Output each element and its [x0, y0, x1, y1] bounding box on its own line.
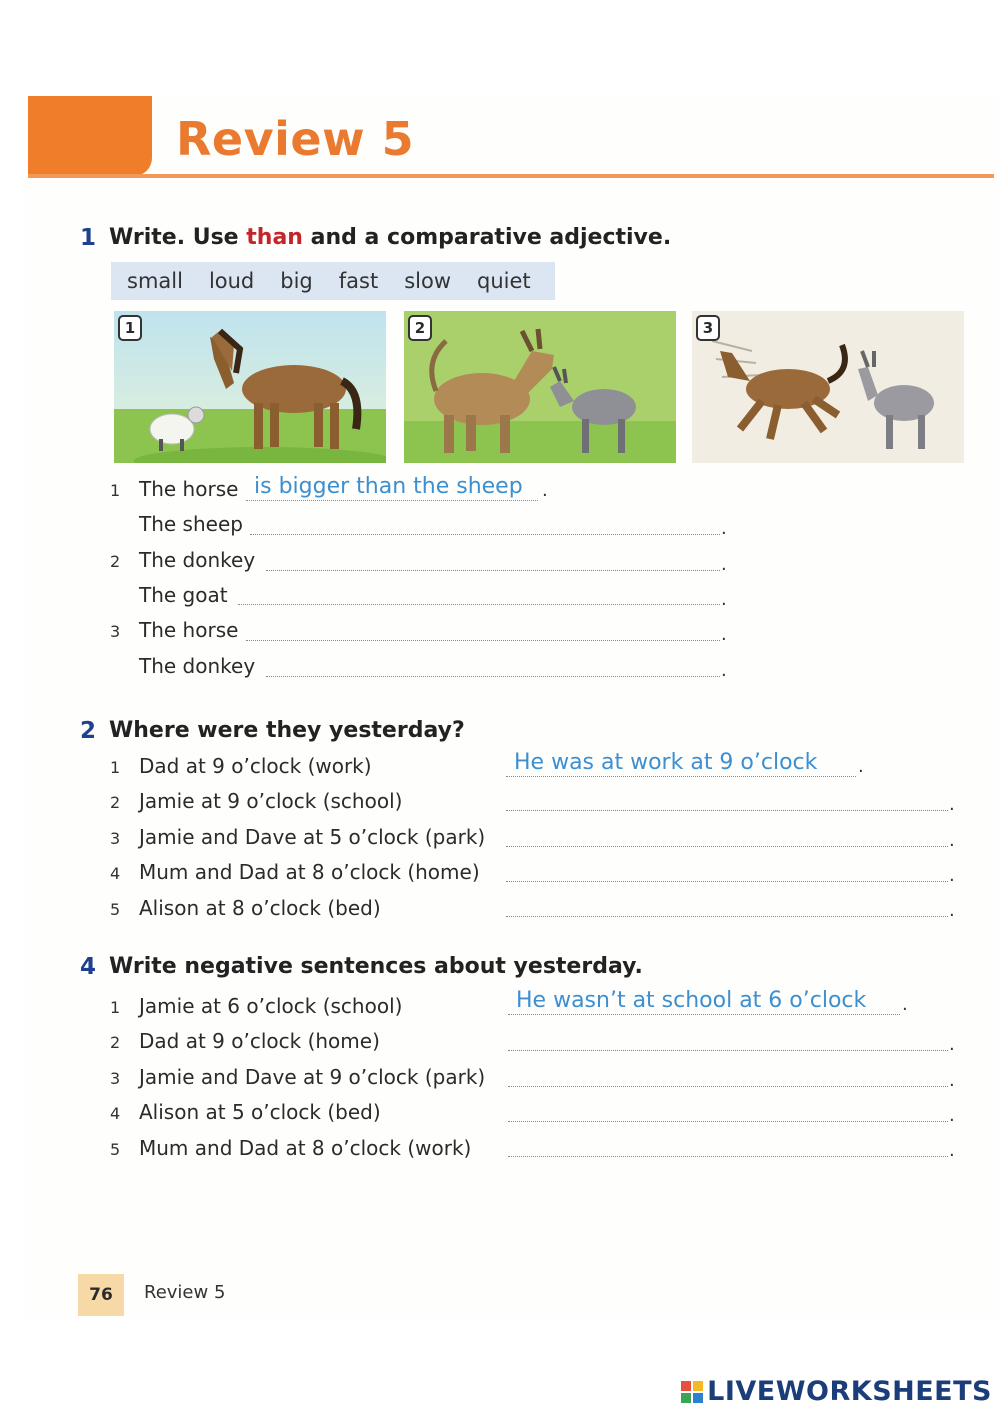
item-number: 4: [110, 864, 121, 883]
item-prompt: Mum and Dad at 8 o’clock (work): [139, 1136, 472, 1160]
item-prompt: Jamie and Dave at 5 o’clock (park): [139, 825, 486, 849]
period: .: [721, 554, 727, 575]
instruction-pre: Write. Use: [109, 225, 239, 250]
word-bank-item: slow: [404, 269, 452, 293]
word-bank-item: small: [127, 269, 183, 293]
picture-number: 2: [408, 315, 432, 341]
answer-line[interactable]: [506, 776, 856, 777]
item-number: 2: [110, 552, 121, 571]
answer-text[interactable]: He was at work at 9 o’clock: [514, 750, 818, 775]
answer-line[interactable]: [508, 1050, 948, 1051]
answer-line[interactable]: [508, 1156, 948, 1157]
answer-line[interactable]: [506, 846, 948, 847]
item-number: 2: [110, 1033, 121, 1052]
answer-line[interactable]: [508, 1014, 900, 1015]
word-bank-item: big: [280, 269, 313, 293]
item-number: 2: [110, 793, 121, 812]
word-bank-item: loud: [208, 269, 255, 293]
item-prompt: Alison at 8 o’clock (bed): [139, 896, 381, 920]
answer-line[interactable]: [238, 604, 720, 605]
answer-line[interactable]: [266, 676, 720, 677]
answer-text[interactable]: He wasn’t at school at 6 o’clock: [516, 988, 867, 1013]
item-prompt: Dad at 9 o’clock (work): [139, 754, 372, 778]
item-prompt: The horse: [139, 477, 239, 501]
answer-line[interactable]: [266, 570, 720, 571]
word-bank-item: fast: [338, 269, 379, 293]
period: .: [902, 994, 908, 1015]
picture-donkey-and-goat: [404, 311, 676, 463]
period: .: [721, 589, 727, 610]
item-number: 5: [110, 900, 121, 919]
item-number: 1: [110, 758, 121, 777]
answer-line[interactable]: [506, 881, 948, 882]
section-1-number: 1: [80, 225, 97, 251]
brand-name: LIVEWORKSHEETS: [707, 1376, 992, 1407]
page-number: 76: [78, 1274, 124, 1316]
answer-line[interactable]: [506, 810, 948, 811]
horse-sheep-illustration: [114, 311, 386, 463]
word-bank: [111, 262, 555, 300]
answer-text[interactable]: is bigger than the sheep: [254, 474, 523, 499]
instruction-post: and a comparative adjective.: [310, 225, 672, 250]
item-number: 1: [110, 998, 121, 1017]
item-prompt: The goat: [139, 583, 228, 607]
period: .: [721, 660, 727, 681]
horse-donkey-illustration: [692, 311, 964, 463]
period: .: [949, 794, 955, 815]
header-rule: [28, 174, 994, 178]
period: .: [721, 624, 727, 645]
period: .: [721, 518, 727, 539]
instruction-highlight: than: [246, 225, 303, 250]
page-title: Review 5: [176, 112, 415, 166]
section-4-instruction: Write negative sentences about yesterday.: [109, 954, 643, 979]
section-2-instruction: Where were they yesterday?: [109, 718, 465, 743]
period: .: [949, 1105, 955, 1126]
item-number: 1: [110, 481, 121, 500]
item-prompt: Dad at 9 o’clock (home): [139, 1029, 380, 1053]
picture-number: 1: [118, 315, 142, 341]
item-prompt: Alison at 5 o’clock (bed): [139, 1100, 381, 1124]
liveworksheets-brand[interactable]: [681, 1376, 992, 1407]
section-4-number: 4: [80, 954, 97, 980]
answer-line[interactable]: [506, 916, 948, 917]
word-bank-item: quiet: [477, 269, 531, 293]
item-number: 3: [110, 1069, 121, 1088]
period: .: [542, 480, 548, 501]
item-number: 3: [110, 622, 121, 641]
picture-horse-and-donkey: [692, 311, 964, 463]
item-prompt: Jamie at 6 o’clock (school): [139, 994, 403, 1018]
period: .: [858, 756, 864, 777]
period: .: [949, 865, 955, 886]
liveworksheets-logo-icon: [681, 1381, 703, 1403]
section-1-instruction: [109, 225, 671, 250]
footer-label: Review 5: [144, 1282, 226, 1303]
period: .: [949, 830, 955, 851]
item-number: 3: [110, 829, 121, 848]
answer-line[interactable]: [508, 1086, 948, 1087]
period: .: [949, 1070, 955, 1091]
answer-line[interactable]: [246, 640, 720, 641]
picture-horse-and-sheep: [114, 311, 386, 463]
item-prompt: Jamie and Dave at 9 o’clock (park): [139, 1065, 486, 1089]
answer-line[interactable]: [250, 534, 720, 535]
item-prompt: The horse: [139, 618, 239, 642]
section-2-number: 2: [80, 718, 97, 744]
item-prompt: The sheep: [139, 512, 243, 536]
item-number: 5: [110, 1140, 121, 1159]
donkey-goat-illustration: [404, 311, 676, 463]
item-number: 4: [110, 1104, 121, 1123]
answer-line[interactable]: [246, 500, 538, 501]
period: .: [949, 1034, 955, 1055]
item-prompt: Mum and Dad at 8 o’clock (home): [139, 860, 480, 884]
item-prompt: Jamie at 9 o’clock (school): [139, 789, 403, 813]
answer-line[interactable]: [508, 1121, 948, 1122]
period: .: [949, 900, 955, 921]
item-prompt: The donkey: [139, 654, 256, 678]
header-tab: [28, 96, 152, 176]
period: .: [949, 1140, 955, 1161]
picture-number: 3: [696, 315, 720, 341]
item-prompt: The donkey: [139, 548, 256, 572]
